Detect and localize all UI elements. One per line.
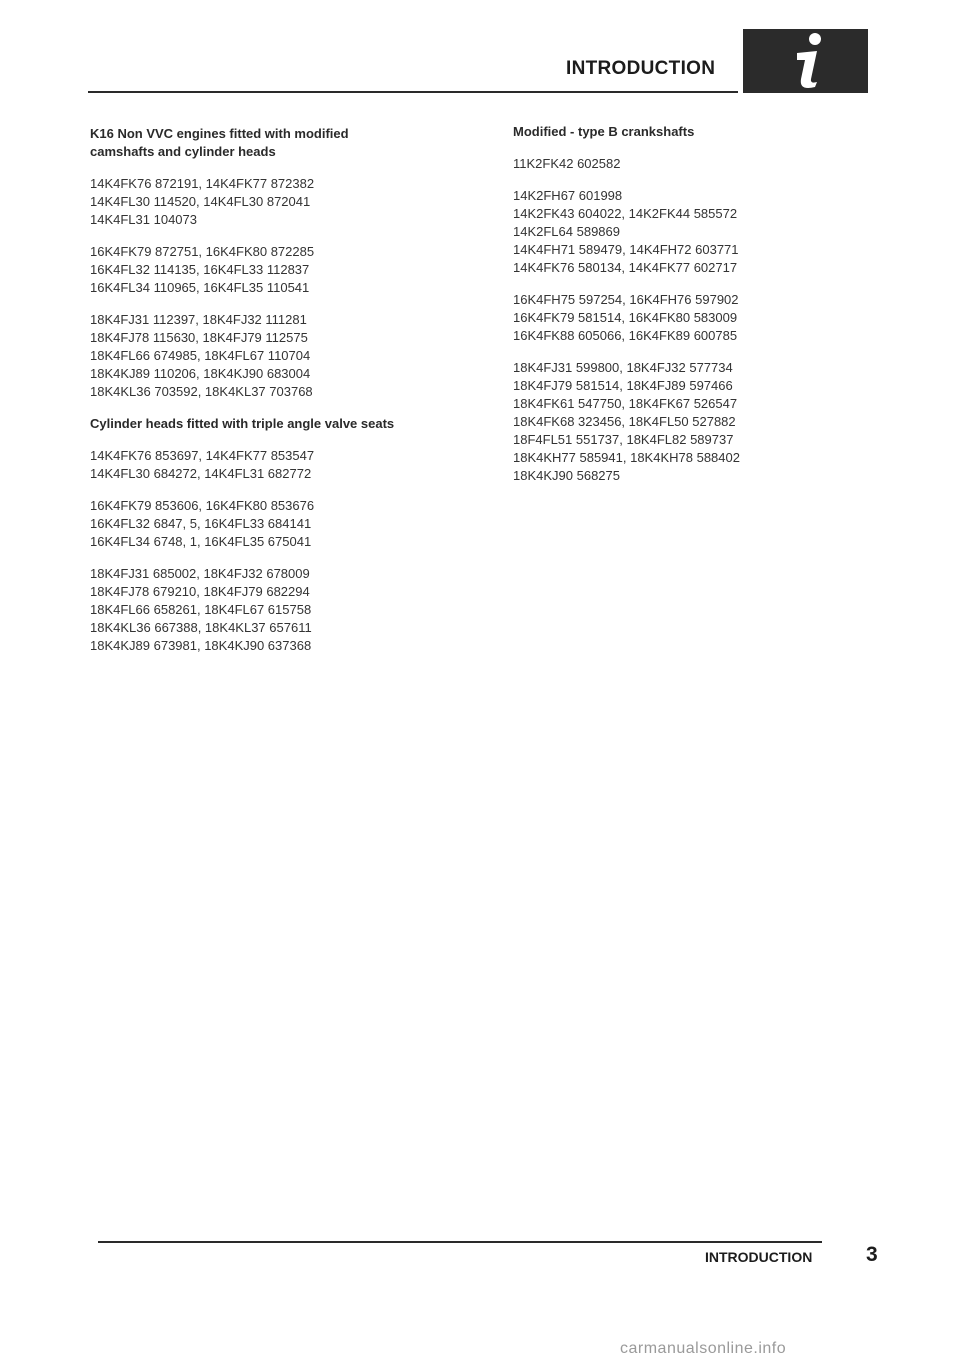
serial-number-line: 14K4FH71 589479, 14K4FH72 603771 (513, 242, 739, 257)
group-spacer (513, 345, 893, 359)
serial-number-line: 18K4KH77 585941, 18K4KH78 588402 (513, 450, 740, 465)
group-spacer (513, 173, 893, 187)
serial-number-line: 16K4FL34 110965, 16K4FL35 110541 (90, 280, 310, 295)
serial-number-line: 14K4FL30 684272, 14K4FL31 682772 (90, 466, 312, 481)
serial-number-line: 18K4KL36 703592, 18K4KL37 703768 (90, 384, 313, 399)
serial-number-line: 11K2FK42 602582 (513, 156, 621, 171)
right-column (513, 123, 893, 485)
serial-number-line: 18K4KJ90 568275 (513, 468, 620, 483)
section-heading: Cylinder heads fitted with triple angle valve seats (90, 416, 395, 431)
serial-number-line: 16K4FL32 114135, 16K4FL33 112837 (90, 262, 310, 277)
section-heading: K16 Non VVC engines fitted with modified (90, 126, 349, 141)
serial-number-line: 16K4FK79 872751, 16K4FK80 872285 (90, 244, 315, 259)
serial-number-line: 18K4FJ31 599800, 18K4FJ32 577734 (513, 360, 733, 375)
serial-number-line: 14K2FK43 604022, 14K2FK44 585572 (513, 206, 738, 221)
serial-number-line: 14K4FL31 104073 (90, 212, 197, 227)
serial-number-line: 18K4FK61 547750, 18K4FK67 526547 (513, 396, 738, 411)
serial-number-line: 18K4FK68 323456, 18K4FL50 527882 (513, 414, 736, 429)
page-number: 3 (866, 1243, 878, 1266)
group-spacer (513, 141, 893, 155)
group-spacer (90, 297, 470, 311)
serial-number-line: 18K4KL36 667388, 18K4KL37 657611 (90, 620, 312, 635)
serial-number-line: 14K2FL64 589869 (513, 224, 620, 239)
group-spacer (90, 161, 470, 175)
header-rule (88, 91, 738, 93)
group-spacer (90, 483, 470, 497)
serial-number-line: 18K4KJ89 673981, 18K4KJ90 637368 (90, 638, 312, 653)
section-heading: Modified - type B crankshafts (513, 124, 695, 139)
serial-number-line: 16K4FK88 605066, 16K4FK89 600785 (513, 328, 738, 343)
serial-number-line: 14K4FK76 853697, 14K4FK77 853547 (90, 448, 315, 463)
watermark: carmanualsonline.info (620, 1340, 787, 1357)
serial-number-line: 16K4FH75 597254, 16K4FH76 597902 (513, 292, 739, 307)
footer-rule (98, 1241, 822, 1243)
group-spacer (90, 433, 470, 447)
left-column (90, 125, 470, 655)
serial-number-line: 18K4FJ78 115630, 18K4FJ79 112575 (90, 330, 308, 345)
serial-number-line: 18K4FJ31 112397, 18K4FJ32 111281 (90, 312, 307, 327)
serial-number-line: 18K4FJ78 679210, 18K4FJ79 682294 (90, 584, 310, 599)
group-spacer (513, 277, 893, 291)
section-spacer (90, 401, 470, 415)
serial-number-line: 18K4FL66 674985, 18K4FL67 110704 (90, 348, 311, 363)
serial-number-line: 18K4FL66 658261, 18K4FL67 615758 (90, 602, 312, 617)
serial-number-line: 18K4KJ89 110206, 18K4KJ90 683004 (90, 366, 311, 381)
serial-number-line: 16K4FL34 6748, 1, 16K4FL35 675041 (90, 534, 312, 549)
serial-number-line: 16K4FK79 581514, 16K4FK80 583009 (513, 310, 738, 325)
serial-number-line: 14K4FK76 872191, 14K4FK77 872382 (90, 176, 315, 191)
serial-number-line: 14K4FK76 580134, 14K4FK77 602717 (513, 260, 738, 275)
serial-number-line: 14K4FL30 114520, 14K4FL30 872041 (90, 194, 311, 209)
info-icon (743, 29, 868, 93)
group-spacer (90, 229, 470, 243)
page-header-title: INTRODUCTION (566, 58, 716, 79)
footer-section-label: INTRODUCTION (705, 1249, 813, 1265)
group-spacer (90, 551, 470, 565)
serial-number-line: 18F4FL51 551737, 18K4FL82 589737 (513, 432, 734, 447)
serial-number-line: 16K4FL32 6847, 5, 16K4FL33 684141 (90, 516, 312, 531)
section-heading: camshafts and cylinder heads (90, 144, 276, 159)
serial-number-line: 18K4FJ31 685002, 18K4FJ32 678009 (90, 566, 310, 581)
serial-number-line: 16K4FK79 853606, 16K4FK80 853676 (90, 498, 315, 513)
serial-number-line: 14K2FH67 601998 (513, 188, 623, 203)
serial-number-line: 18K4FJ79 581514, 18K4FJ89 597466 (513, 378, 733, 393)
